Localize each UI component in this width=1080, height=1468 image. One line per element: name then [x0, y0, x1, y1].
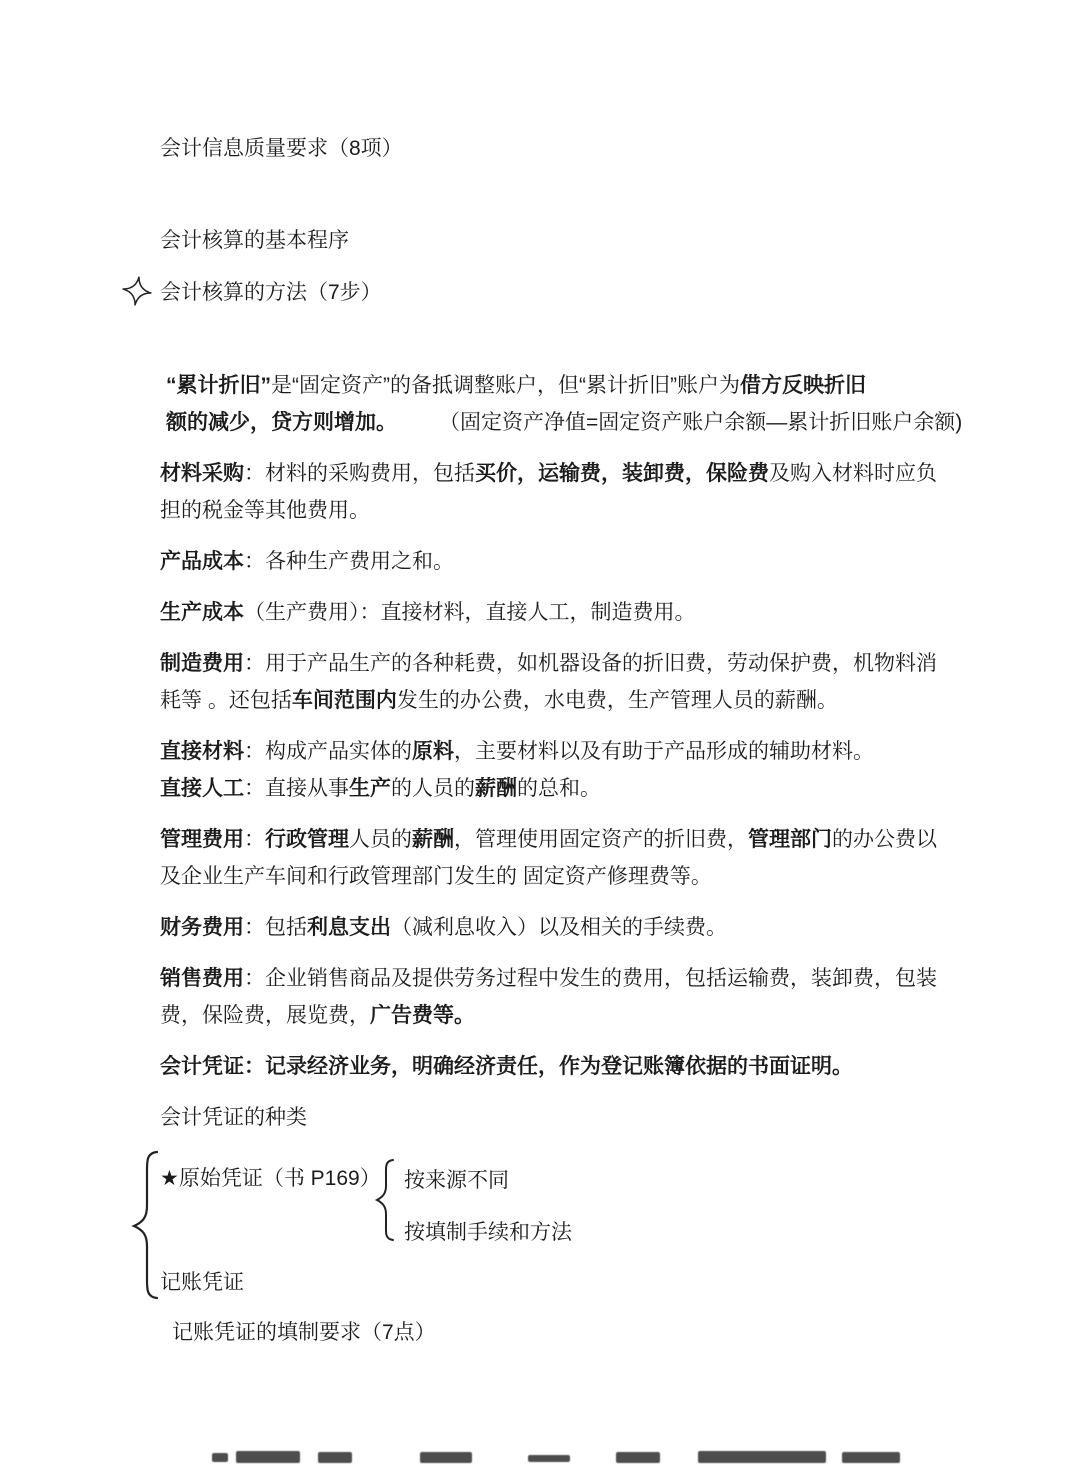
text-segment: 广告费等。	[370, 1004, 475, 1027]
text-segment: 直接材料	[160, 740, 244, 763]
text-segment: 制造费用	[160, 652, 244, 675]
text-segment: ：构成产品实体的	[244, 740, 412, 763]
definitions-list	[160, 367, 963, 1136]
text-segment: 的办公费以	[832, 828, 937, 851]
star-marker-icon	[120, 274, 154, 308]
cutoff-glyph-fragment	[236, 1451, 300, 1463]
def-finance-expense	[160, 909, 940, 946]
heading-basic-procedure: 会计核算的基本程序	[160, 229, 349, 252]
diagram-bookkeeping-voucher-label: 记账凭证	[160, 1271, 244, 1294]
line-voucher-types	[160, 1099, 940, 1136]
cutoff-glyph-fragment	[420, 1452, 472, 1463]
text-segment: 买价，运输费，装卸费，保险费	[475, 462, 769, 485]
cutoff-glyph-fragment	[318, 1452, 352, 1463]
text-segment: ，管理使用固定资产的折旧费，	[454, 828, 748, 851]
text-segment: （生产费用）：直接材料，直接人工，制造费用。	[244, 601, 696, 624]
cutoff-glyph-fragment	[616, 1452, 660, 1463]
diagram-original-voucher-label: ★原始凭证（书 P169）	[160, 1167, 381, 1190]
text-segment: ：材料的采购费用，包括	[244, 462, 475, 485]
heading-quality-requirements: 会计信息质量要求（8项）	[160, 137, 403, 160]
def-direct-materials-and-labor	[160, 733, 940, 807]
text-segment: ，主要材料以及有助于产品形成的辅助材料。	[454, 740, 874, 763]
def-selling-expense	[160, 960, 940, 1034]
text-segment: ：直接从事	[244, 777, 349, 800]
text-segment: 会计凭证的种类	[160, 1106, 307, 1129]
def-admin-expense	[160, 821, 940, 895]
cutoff-glyph-fragment	[842, 1452, 900, 1463]
text-segment: 原料	[412, 740, 454, 763]
text-segment: 财务费用	[160, 916, 244, 939]
big-left-brace-icon	[130, 1150, 160, 1300]
def-production-cost	[160, 594, 940, 631]
def-material-purchase	[160, 455, 940, 529]
text-segment: 的总和。	[517, 777, 601, 800]
text-segment: 销售费用	[160, 967, 244, 990]
text-segment: 是“固定资产”的备抵调整账户，但“累计折旧”账户为	[271, 374, 740, 397]
text-segment: 及企业生产车间和行政管理部门发生的 固定资产修理费等。	[160, 865, 712, 888]
text-segment: ：	[244, 828, 265, 851]
text-segment: 发生的办公费，水电费，生产管理人员的薪酬。	[396, 689, 838, 712]
small-left-brace-icon	[374, 1158, 396, 1242]
text-segment: “累计折旧”	[166, 374, 271, 397]
text-segment: ：企业销售商品及提供劳务过程中发生的费用，包括运输费，装卸费，包装	[244, 967, 937, 990]
text-segment: ：用于产品生产的各种耗费，如机器设备的折旧费，劳动保护费，机物料消	[244, 652, 937, 675]
cutoff-glyph-fragment	[698, 1451, 826, 1463]
text-segment: 耗等 。还包括	[160, 689, 292, 712]
text-segment: 材料采购	[160, 462, 244, 485]
text-segment: 薪酬	[475, 777, 517, 800]
text-segment: 管理部门	[748, 828, 832, 851]
text-segment: 产品成本	[160, 550, 244, 573]
text-segment: 人员的	[349, 828, 412, 851]
voucher-type-diagram	[160, 1150, 940, 1310]
def-product-cost	[160, 543, 940, 580]
text-segment: 行政管理	[265, 828, 349, 851]
text-segment: 担的税金等其他费用。	[160, 499, 370, 522]
text-segment: 管理费用	[160, 828, 244, 851]
text-segment: 借方反映折旧	[739, 374, 866, 397]
text-segment: ：包括	[244, 916, 307, 939]
text-segment: 直接人工	[160, 777, 244, 800]
text-segment: ：各种生产费用之和。	[244, 550, 454, 573]
text-segment: 额的减少，贷方则增加。	[166, 411, 387, 434]
text-segment: 的人员的	[391, 777, 475, 800]
line-filling-requirements: 记账凭证的填制要求（7点）	[172, 1321, 436, 1344]
heading-method-text: 会计核算的方法（7步）	[160, 281, 382, 304]
diagram-branch-by-method-label: 按填制手续和方法	[404, 1221, 572, 1244]
text-segment: （固定资产净值=固定资产账户余额—累计折旧账户余额)	[386, 411, 963, 434]
cutoff-glyph-fragment	[212, 1453, 228, 1462]
def-manufacturing-overhead	[160, 645, 940, 719]
text-segment: （减利息收入）以及相关的手续费。	[391, 916, 727, 939]
diagram-branch-by-source-label: 按来源不同	[404, 1169, 509, 1192]
text-segment: 及购入材料时应负	[769, 462, 937, 485]
cutoff-text-remnants	[0, 1450, 1080, 1468]
text-segment: 车间范围内	[291, 689, 397, 712]
text-segment: 会计凭证：记录经济业务，明确经济责任，作为登记账簿依据的书面证明。	[160, 1055, 853, 1078]
text-segment: 薪酬	[412, 828, 454, 851]
text-segment: 生产成本	[160, 601, 244, 624]
heading-method-line	[160, 274, 940, 311]
text-segment: 生产	[349, 777, 391, 800]
def-accumulated-depreciation	[160, 367, 963, 441]
text-segment: 费，保险费，展览费，	[160, 1004, 370, 1027]
cutoff-glyph-fragment	[528, 1455, 570, 1462]
def-accounting-voucher	[160, 1048, 940, 1085]
text-segment: 利息支出	[307, 916, 391, 939]
